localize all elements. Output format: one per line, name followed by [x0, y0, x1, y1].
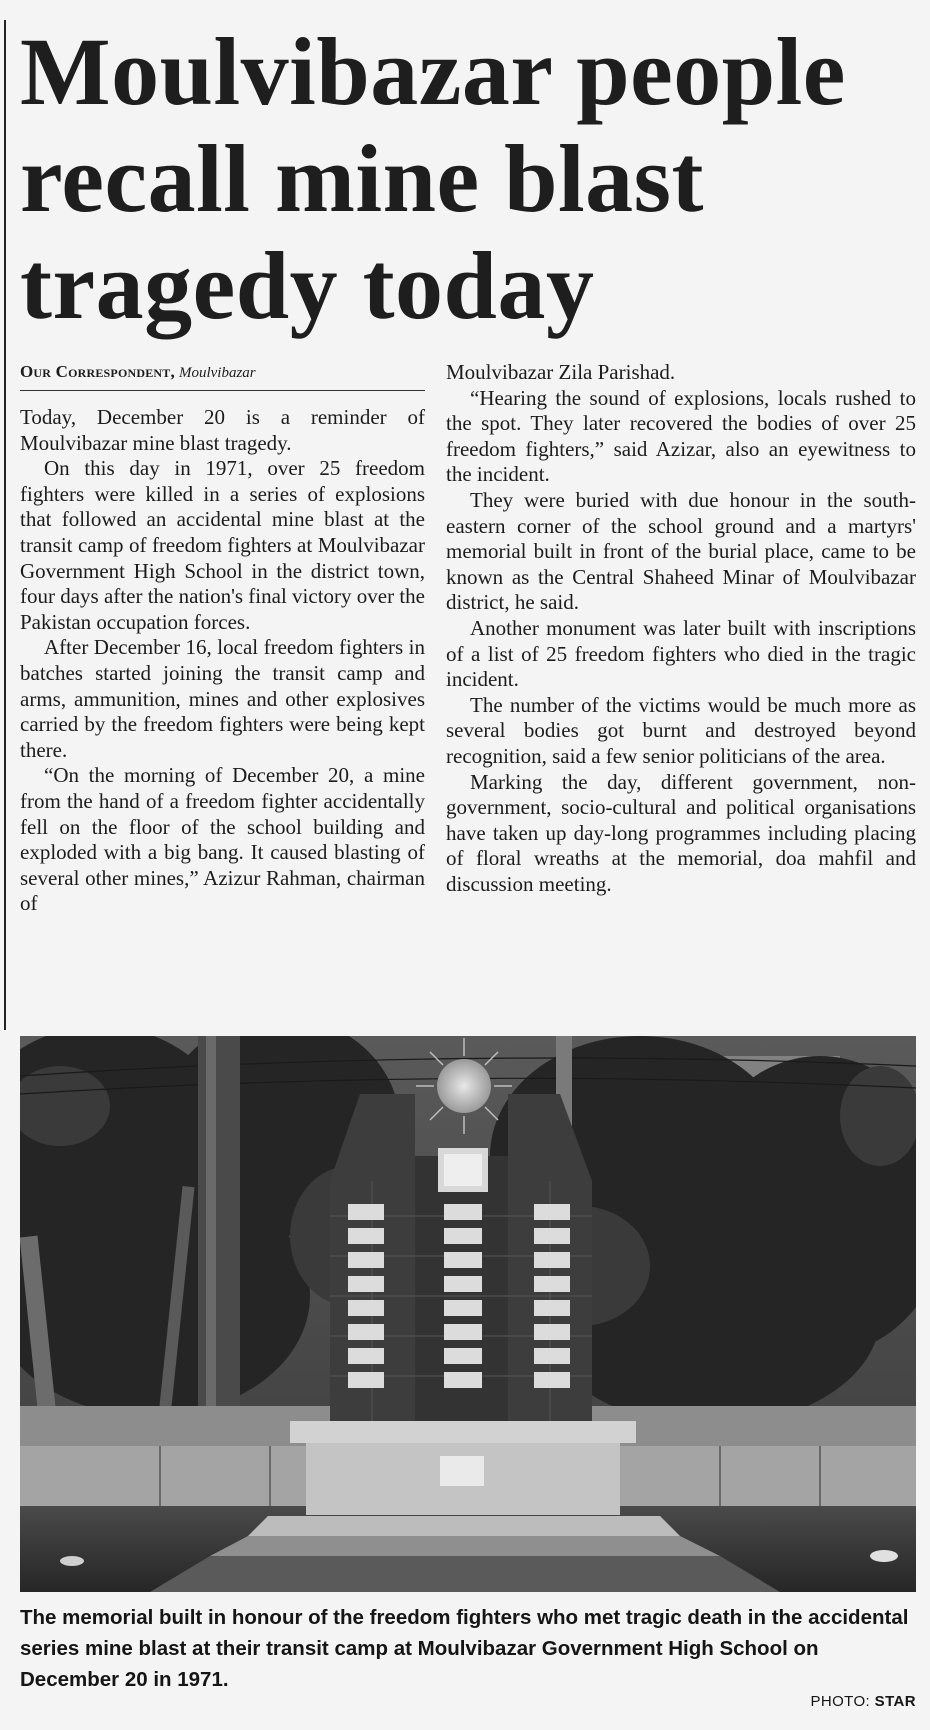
paragraph: Today, December 20 is a reminder of Moulvibazar mine blast tragedy.	[20, 405, 425, 455]
paragraph: “Hearing the sound of explosions, locals rushed to the spot. They later recovered the bodies of over 25 freedom fighters,” said Azizar, also an eyewitness to the incident.	[446, 385, 916, 487]
paragraph: After December 16, local freedom fighters in batches started joining the transit camp and arms, ammunition, mines and other explosives carried by the freedom fighters were being kept there.	[20, 635, 425, 762]
photo-caption: The memorial built in honour of the freedom fighters who met tragic death in the accidental series mine blast at their transit camp at Moulvibazar Government High School on December 20 in 1971.	[20, 1606, 909, 1691]
paragraph: The number of the victims would be much more as several bodies got burnt and destroyed beyond recognition, said a few senior politicians of the area.	[446, 692, 916, 768]
paragraph: They were buried with due honour in the south-eastern corner of the school ground and a martyrs' memorial built in front of the burial place, came to be known as the Central Shaheed Minar of Moulvibazar district, he said.	[446, 487, 916, 615]
byline	[20, 360, 425, 391]
article-column-left	[20, 360, 425, 917]
article-column-right	[446, 360, 916, 897]
byline-location: Moulvibazar	[178, 365, 256, 381]
paragraph: Another monument was later built with inscriptions of a list of 25 freedom fighters who died in the tragic incident.	[446, 615, 916, 692]
photo-credit-prefix: PHOTO:	[810, 1693, 875, 1710]
paragraph: On this day in 1971, over 25 freedom fighters were killed in a series of explosions that followed an accidental mine blast at the transit camp of freedom fighters at Moulvibazar Government High School in the district town, four days after the nation's final victory over the Pakistan occupation forces.	[20, 456, 425, 634]
photo-credit	[810, 1692, 916, 1712]
headline: Moulvibazar people recall mine blast tragedy today	[20, 18, 846, 339]
paragraph: “On the morning of December 20, a mine from the hand of a freedom fighter accidentally fell on the floor of the school building and exploded with a big bang. It caused blasting of several other mines,” Azizur Rahman, chairman of	[20, 763, 425, 916]
paragraph: Marking the day, different government, non-government, socio-cultural and political organisations have taken up day-long programmes including placing of floral wreaths at the memorial, doa mahfil and discussion meeting.	[446, 769, 916, 896]
memorial-photo	[20, 1036, 916, 1592]
column-rule	[4, 20, 6, 1030]
memorial-photo-illustration	[20, 1036, 916, 1592]
byline-correspondent: Our Correspondent,	[20, 362, 175, 381]
photo-credit-source: STAR	[874, 1693, 916, 1710]
paragraph: Moulvibazar Zila Parishad.	[446, 360, 676, 384]
